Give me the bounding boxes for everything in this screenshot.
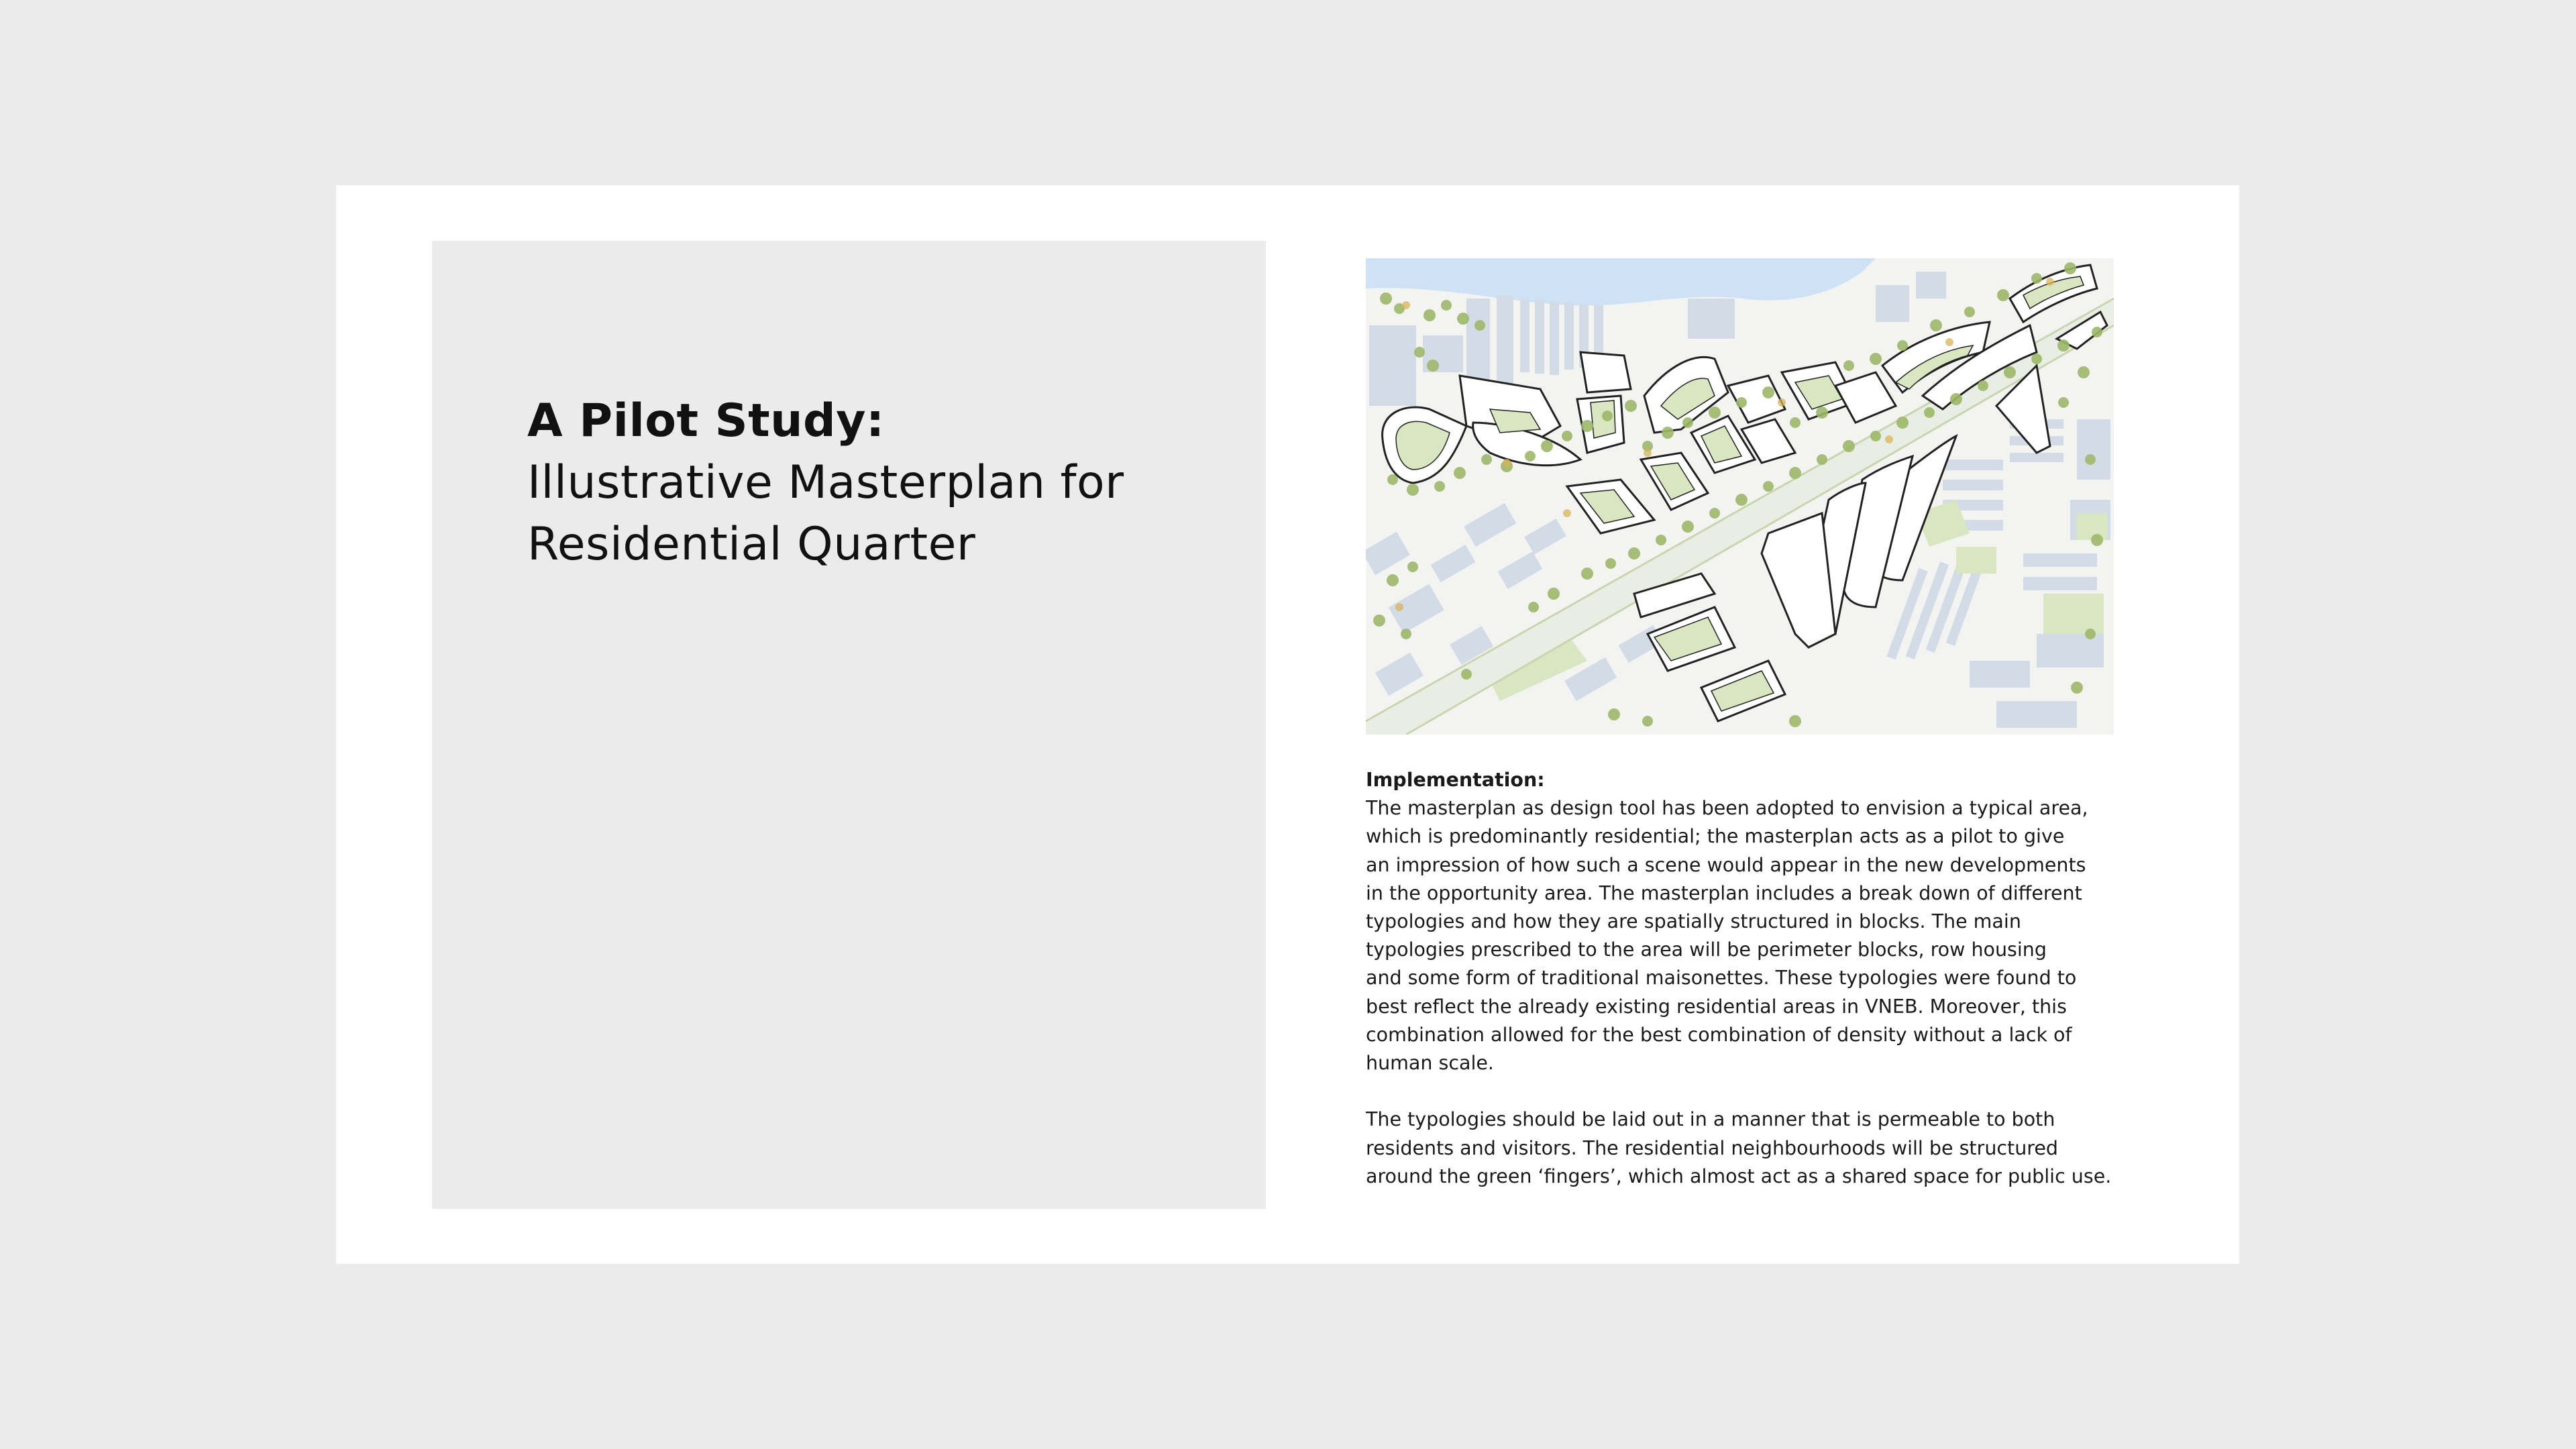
implementation-text: [1366, 766, 2144, 1191]
paragraph-1-line: typologies and how they are spatially structured in blocks. The main: [1366, 910, 2021, 933]
paragraph-1-line: The masterplan as design tool has been adopted to envision a typical area,: [1366, 797, 2088, 820]
paragraph-1-line: an impression of how such a scene would appear in the new developments: [1366, 853, 2086, 876]
masterplan-map-icon: [1366, 258, 2114, 735]
paragraph-1-line: combination allowed for the best combination of density without a lack of: [1366, 1023, 2072, 1046]
paragraph-spacer: [1366, 1077, 2144, 1106]
title-panel: [432, 241, 1266, 1209]
paragraph-2-line: around the green ‘fingers’, which almost act as a shared space for public use.: [1366, 1165, 2112, 1187]
paragraph-1-line: in the opportunity area. The masterplan includes a break down of different: [1366, 881, 2082, 904]
title-line-2: Residential Quarter: [527, 518, 976, 571]
implementation-heading: Implementation:: [1366, 769, 1545, 791]
paragraph-1-line: human scale.: [1366, 1052, 1494, 1075]
paragraph-1-line: typologies prescribed to the area will be perimeter blocks, row housing: [1366, 938, 2047, 961]
paragraph-2-line: The typologies should be laid out in a manner that is permeable to both: [1366, 1108, 2055, 1131]
title-bold-line: A Pilot Study:: [527, 394, 885, 447]
paragraph-1-line: and some form of traditional maisonettes. These typologies were found to: [1366, 967, 2077, 989]
paragraph-2-line: residents and visitors. The residential neighbourhoods will be structured: [1366, 1136, 2059, 1159]
paragraph-1-line: best reflect the already existing residential areas in VNEB. Moreover, this: [1366, 995, 2067, 1018]
paragraph-1-line: which is predominantly residential; the masterplan acts as a pilot to give: [1366, 825, 2065, 848]
slide-page: [336, 185, 2239, 1264]
page-title: [527, 390, 1238, 576]
title-line-1: Illustrative Masterplan for: [527, 456, 1124, 509]
paragraph-1: [1366, 794, 2144, 1077]
paragraph-2: [1366, 1106, 2144, 1191]
